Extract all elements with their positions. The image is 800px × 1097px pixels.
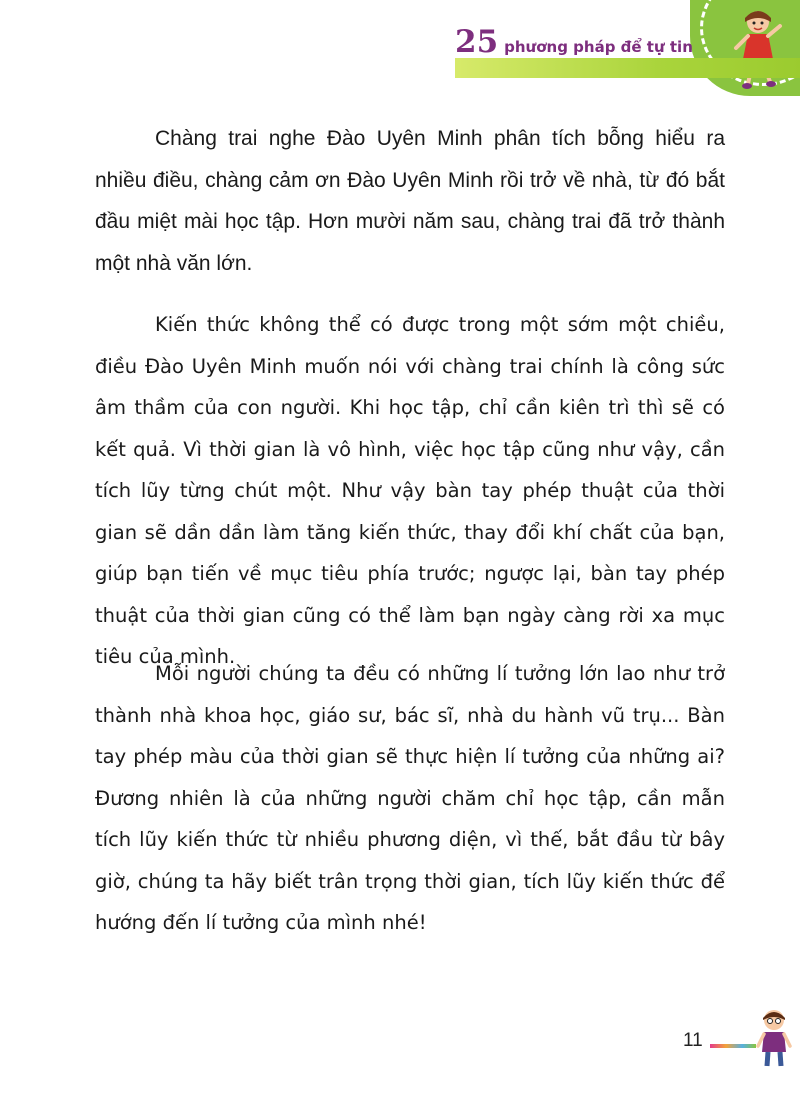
page-number-rule [710,1044,756,1048]
book-title-text: phương pháp để tự tin [504,38,693,56]
page-number: 11 [683,1030,703,1051]
paragraph-1: Chàng trai nghe Đào Uyên Minh phân tích bỗng hiểu ra nhiều điều, chàng cảm ơn Đào Uyên Minh rồi trở về nhà, từ đó bắt đầu miệt mài học tập. Hơn mười năm sau, chàng trai đã trở thành một nhà văn lớn. [95,127,725,275]
paragraph-3: Mỗi người chúng ta đều có những lí tưởng lớn lao như trở thành nhà khoa học, giáo sư, bác sĩ, nhà du hành vũ trụ... Bàn tay phép màu của thời gian sẽ thực hiện lí tưởng của những ai? Đương nhiên là của những người chăm chỉ học tập, cần mẫn tích lũy kiến thức từ nhiều phương diện, vì thế, bắt đầu từ bây giờ, chúng ta hãy biết trân trọng thời gian, tích lũy kiến thức để hướng đến lí tưởng của mình nhé! [95,662,725,934]
girl-character-icon [728,4,788,94]
boy-character-icon [754,1006,794,1070]
book-title [455,24,693,60]
paragraph-2: Kiến thức không thể có được trong một sớm một chiều, điều Đào Uyên Minh muốn nói với chàng trai chính là công sức âm thầm của con người. Khi học tập, chỉ cần kiên trì thì sẽ có kết quả. Vì thời gian là vô hình, việc học tập cũng như vậy, cần tích lũy từng chút một. Như vậy bàn tay phép thuật của thời gian sẽ dần dần làm tăng kiến thức, thay đổi khí chất của bạn, giúp bạn tiến về mục tiêu phía trước; ngược lại, bàn tay phép thuật của thời gian cũng có thể làm bạn ngày càng rời xa mục tiêu của mình. [95,313,725,668]
book-title-number: 25 [455,24,499,60]
header-corner-decoration [690,0,800,96]
header-band [455,58,800,78]
